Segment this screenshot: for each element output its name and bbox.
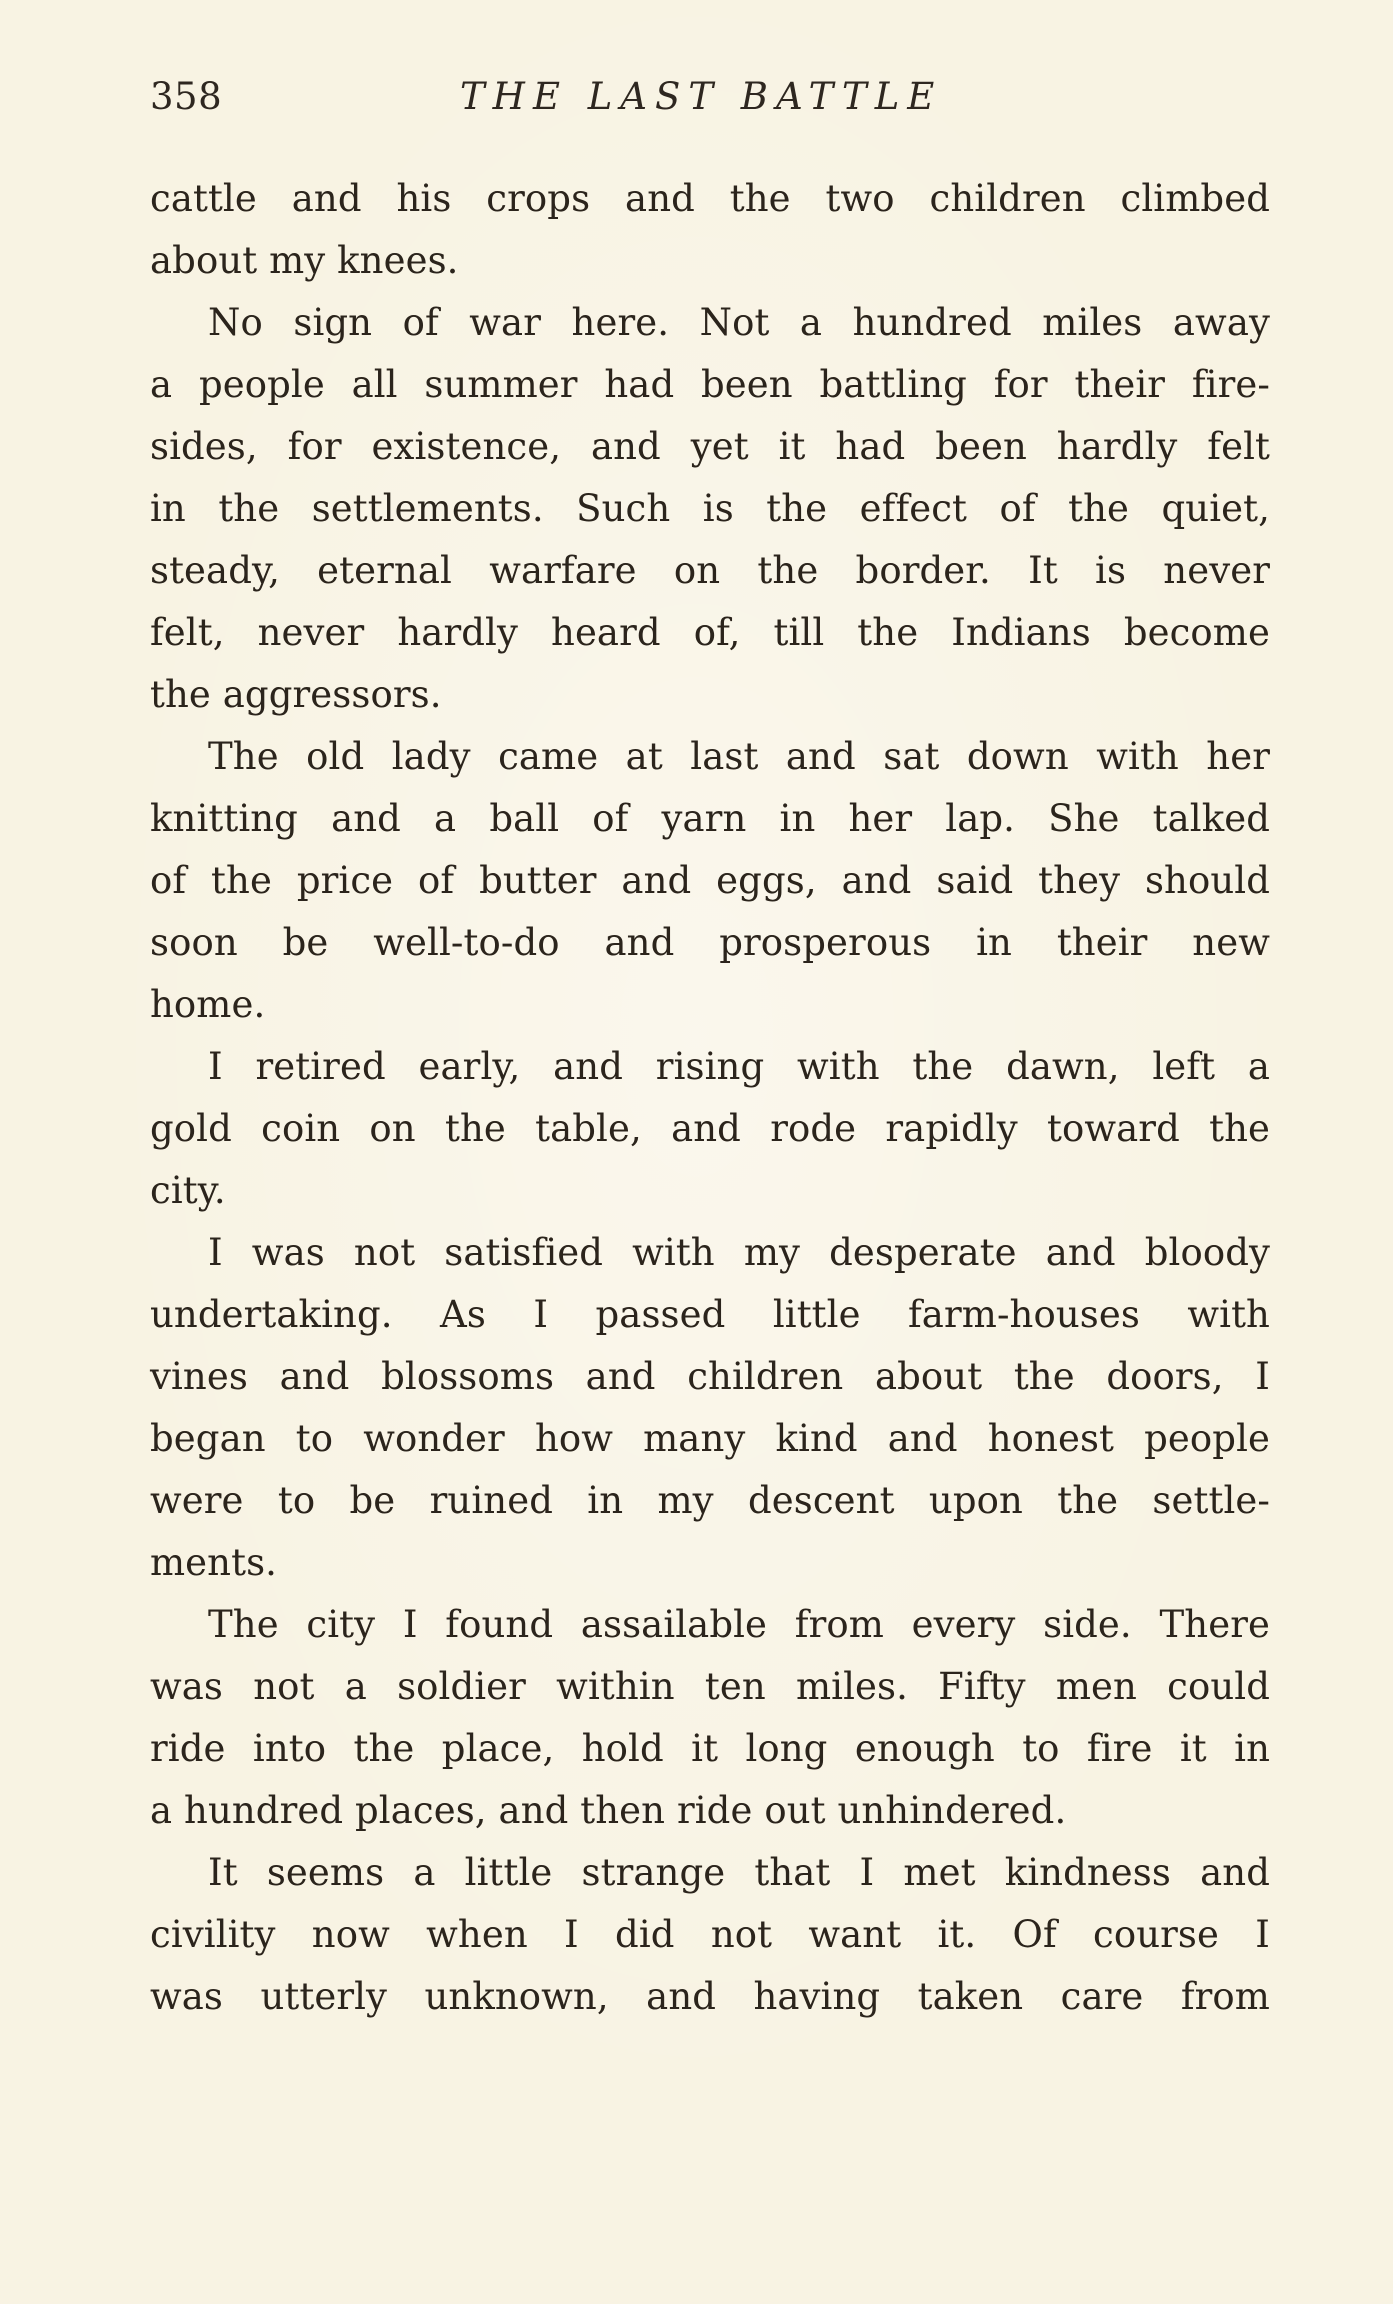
text-line: sides, for existence, and yet it had been hardly felt: [150, 425, 1270, 468]
text-line: vines and blossoms and children about the doors, I: [150, 1355, 1270, 1398]
text-line: cattle and his crops and the two children climbed: [150, 177, 1270, 220]
text-line: The old lady came at last and sat down with her: [208, 735, 1270, 778]
text-line: of the price of butter and eggs, and said they should: [150, 859, 1270, 902]
text-line: gold coin on the table, and rode rapidly toward the: [150, 1107, 1270, 1150]
page-number: 358: [150, 75, 223, 118]
text-line: It seems a little strange that I met kindness and: [208, 1851, 1270, 1894]
text-line: home.: [150, 983, 266, 1026]
text-line: the aggressors.: [150, 673, 442, 716]
body-text: [150, 168, 1270, 2028]
text-line: in the settlements. Such is the effect of the quiet,: [150, 487, 1270, 530]
text-line: knitting and a ball of yarn in her lap. She talked: [150, 797, 1270, 840]
text-line: No sign of war here. Not a hundred miles away: [208, 301, 1270, 344]
text-line: city.: [150, 1169, 226, 1212]
text-line: soon be well-to-do and prosperous in their new: [150, 921, 1270, 964]
running-title: THE LAST BATTLE: [460, 75, 943, 118]
text-line: felt, never hardly heard of, till the Indians become: [150, 611, 1270, 654]
text-line: a people all summer had been battling for their fire-: [150, 363, 1270, 406]
text-line: was utterly unknown, and having taken care from: [150, 1975, 1270, 2018]
text-line: civility now when I did not want it. Of course I: [150, 1913, 1270, 1956]
running-head: [150, 72, 1270, 122]
text-line: I was not satisfied with my desperate and bloody: [208, 1231, 1270, 1274]
text-line: ride into the place, hold it long enough to fire it in: [150, 1727, 1270, 1770]
text-line: undertaking. As I passed little farm-houses with: [150, 1293, 1270, 1336]
text-line: was not a soldier within ten miles. Fifty men could: [150, 1665, 1270, 1708]
text-line: ments.: [150, 1541, 278, 1584]
text-line: I retired early, and rising with the dawn, left a: [208, 1045, 1270, 1088]
text-line: about my knees.: [150, 239, 459, 282]
text-line: The city I found assailable from every side. There: [208, 1603, 1270, 1646]
text-line: were to be ruined in my descent upon the settle-: [150, 1479, 1270, 1522]
text-line: a hundred places, and then ride out unhindered.: [150, 1789, 1067, 1832]
text-line: steady, eternal warfare on the border. It is never: [150, 549, 1270, 592]
text-line: began to wonder how many kind and honest people: [150, 1417, 1270, 1460]
